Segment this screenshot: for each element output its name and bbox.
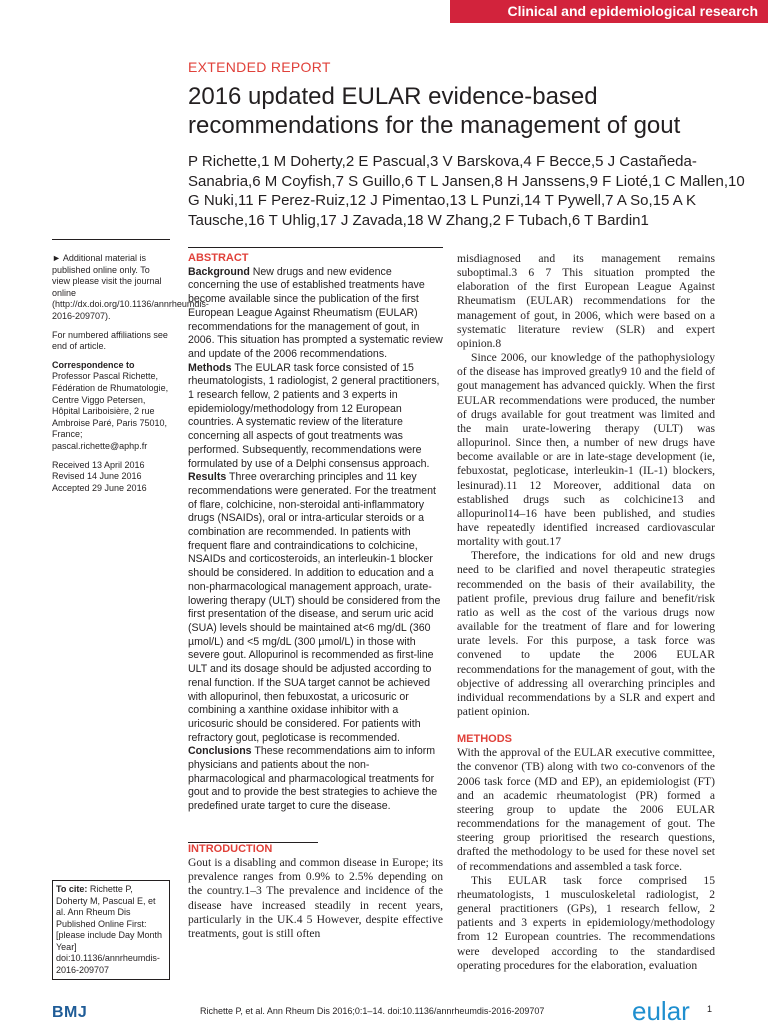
article-type: EXTENDED REPORT [188, 59, 331, 75]
introduction-text: Gout is a disabling and common disease in Europe; its prevalence ranges from 0.9% to 2.5% depending on the country.1–3 The prevalence and incidence of the disease have increased steadily in recent years, particularly in the UK.4 5 However, despite effective treatments, gout is still often [188, 856, 443, 940]
accepted-date: Accepted 29 June 2016 [52, 482, 147, 493]
background-heading: Background [188, 265, 250, 278]
paragraph: Since 2006, our knowledge of the pathophysiology of the disease has improved greatly9 10 and the field of gout management has advanced quickly. When the first EULAR recommendations were produced, the number of drugs available for gout treatment was limited and the main urate-lowering therapy (ULT) was allopurinol. Since then, a number of new drugs have become available or are in late-stage development (ie, febuxostat, pegloticase, interleukin-1 (IL-1) blockers, lesinurad).11 12 Moreover, additional data on established drugs such as colchicine13 and allopurinol14–16 have been published, and studies have repeatedly identified increased cardiovascular mortality with gout.17 [457, 351, 715, 549]
abstract-top-rule [188, 247, 443, 248]
results-heading: Results [188, 471, 227, 484]
footer-citation: Richette P, et al. Ann Rheum Dis 2016;0:1–14. doi:10.1136/annrheumdis-2016-209707 [200, 1006, 545, 1016]
revised-date: Revised 14 June 2016 [52, 471, 142, 482]
body-right-column [457, 252, 715, 973]
received-date: Received 13 April 2016 [52, 459, 145, 470]
paragraph: With the approval of the EULAR executive committee, the convenor (TB) along with two co-convenors of the 2006 task force (MD and EP), an epidemiologist (FT) and an academic rheumatologist (PR) formed a steering group to update the 2006 EULAR recommendations for the management of gout. The steering group prioritised the research questions, drafted the methodology to be used for these novel set of recommendations and assembled a task force. [457, 746, 715, 873]
abstract-heading: ABSTRACT [188, 252, 249, 264]
conclusions-text: These recommendations aim to inform physicians and patients about the non-pharmacological and pharmacological treatments for gout and to provide the best strategies to achieve the predefined urate target to cure the disease. [188, 745, 438, 813]
additional-material-note: ► Additional material is published online only. To view please visit the journal online (http://dx.doi.org/10.1136/annrheumdis-2016-209707). [52, 253, 209, 321]
cite-text: Richette P, Doherty M, Pascual E, et al. Ann Rheum Dis Published Online First: [please include Day Month Year] doi:10.1136/annrheumdis-2016-209707 [56, 884, 163, 975]
author-list: P Richette,1 M Doherty,2 E Pascual,3 V Barskova,4 F Becce,5 J Castañeda-Sanabria,6 M Coyfish,7 S Guillo,6 T L Jansen,8 H Janssens,9 F Lioté,1 C Mallen,10 G Nuki,11 F Perez-Ruiz,12 J Pimentao,13 L Punzi,14 T Pywell,7 A So,15 A K Tausche,16 T Uhlig,17 J Zavada,18 W Zhang,2 F Tubach,6 T Bardin1 [188, 153, 745, 229]
page-number: 1 [707, 1004, 713, 1014]
article-title: 2016 updated EULAR evidence-based recommendations for the management of gout [188, 83, 681, 139]
bmj-logo: BMJ [52, 1004, 88, 1021]
journal-section-banner: Clinical and epidemiological research [450, 0, 768, 23]
introduction-heading: INTRODUCTION [188, 843, 273, 855]
cite-heading: To cite: [56, 884, 88, 894]
paragraph: This EULAR task force comprised 15 rheumatologists, 1 musculoskeletal radiologist, 2 general practitioners (GPs), 1 research fellow, 2 patients and 3 experts in epidemiology/methodology from 12 European countries. The recommendations were developed according to the standardised operating procedures for the elaboration, evaluation [457, 873, 715, 972]
methods-section-heading: METHODS [457, 733, 512, 746]
results-text: Three overarching principles and 11 key recommendations were generated. For the treatment of flare, colchicine, non-steroidal anti-inflammatory drugs (NSAIDs), oral or intra-articular steroids or a combination are recommended. In patients with frequent flare and contraindications to colchicine, NSAIDs and corticosteroids, an interleukin-1 blocker should be considered. In addition to education and a non-pharmacological management approach, urate-lowering therapy (ULT) should be considered from the first presentation of the disease, and serum uric acid (SUA) levels should be maintained at<6 mg/dL (360 µmol/L) and <5 mg/dL (300 µmol/L) in those with severe gout. Allopurinol is recommended as first-line ULT and its dosage should be adjusted according to renal function. If the SUA target cannot be achieved with allopurinol, then febuxostat, a uricosuric or combining a xanthine oxidase inhibitor with a uricosuric should be considered. For patients with refractory gout, pegloticase is recommended. [188, 471, 441, 744]
affiliations-note: For numbered affiliations see end of article. [52, 329, 168, 352]
correspondence-heading: Correspondence to [52, 359, 135, 370]
methods-heading: Methods [188, 361, 232, 374]
paragraph: Therefore, the indications for old and new drugs need to be clarified and novel therapeutic strategies recommended on the basis of their availability, the patient profile, previous drug failure and benefit/risk ratio as well as the cost of the various drugs now available for the treatment of flare and for lowering urate levels. For this purpose, a task force was convened to update the 2006 EULAR recommendations for the management of gout, with the objective of addressing all overarching principles and individual recommendations by a SLR and expert and patient opinion. [457, 549, 715, 718]
correspondence-address: Professor Pascal Richette, Fédération de Rhumatologie, Centre Viggo Petersen, Hôpital Lariboisière, 2 rue Ambroise Paré, Paris 75010, France; pascal.richette@aphp.fr [52, 371, 169, 451]
conclusions-heading: Conclusions [188, 745, 252, 758]
background-text: New drugs and new evidence concerning the use of established treatments have become available since the publication of the first European League Against Rheumatism (EULAR) recommendations for the management of gout, in 2006. This situation has prompted a systematic review and update of the 2006 recommendations. [188, 265, 443, 360]
abstract [188, 252, 443, 814]
methods-text: The EULAR task force consisted of 15 rheumatologists, 1 radiologist, 2 general practitioners, 1 research fellow, 2 patients and 3 experts in epidemiology/methodology from 12 European countries. A systematic review of the literature concerning all aspects of gout treatments was performed. Subsequently, recommendations were formulated by use of a Delphi consensus approach. [188, 361, 440, 470]
cite-box [52, 880, 170, 980]
eular-logo: eular [632, 996, 690, 1026]
sidebar-divider [52, 239, 170, 240]
paragraph: misdiagnosed and its management remains suboptimal.3 6 7 This situation prompted the elaboration of the first European League Against Rheumatism (EULAR) recommendations for the management of gout, in 2006, which were based on a systematic literature review (SLR) and expert opinion.8 [457, 252, 715, 350]
introduction [188, 842, 443, 941]
